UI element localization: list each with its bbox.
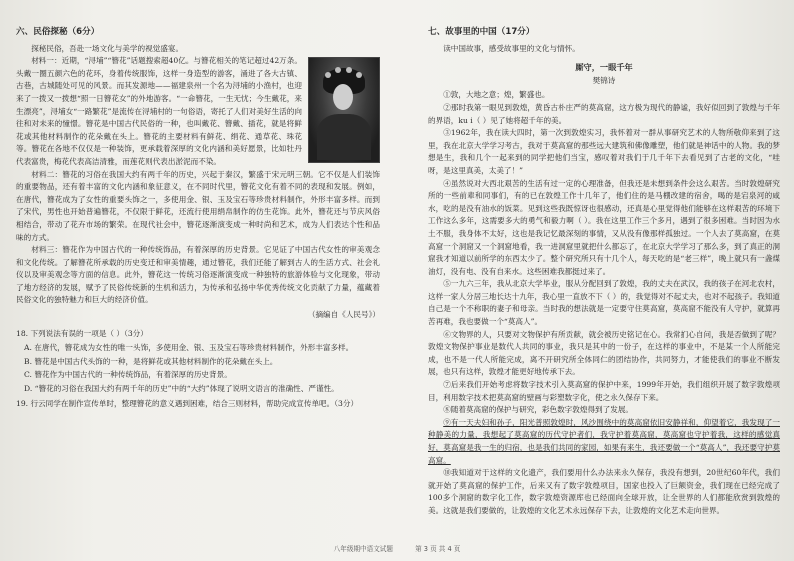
q18-option-a: A. 在唐代，簪花成为女性的唯一头饰，多使用金、银、玉及宝石等珍贵材料制作，外形丰富多样。 bbox=[24, 343, 354, 353]
essay-paragraph-5: ⑤一九六三年，我从北京大学毕业，服从分配回到了敦煌，我的丈夫在武汉，我的孩子在河北农村，这样一家人分居三地长达十九年，我心里一直放不下（ ）的，我觉得对不起丈夫，也对不起孩子。我知道自己是一个不称职的妻子和母亲。当时我的想法就是一定要守住莫高窟，莫高窟不能没有人守护，就算再苦再难，我也要做一个“莫高人”。 bbox=[428, 279, 780, 327]
section-six-title: 六、民俗探秘（6分） bbox=[16, 27, 100, 37]
question-19: 19. 行云同学在制作宣传单时，整理簪花的意义遇到困难，结合三则材料，帮助完成宣传单吧。（3分） bbox=[16, 398, 359, 408]
essay-paragraph-8: ⑧随着莫高窟的保护与研究，彩色数字敦煌得到了发展。 bbox=[443, 405, 634, 415]
essay-paragraph-2: ②那时我第一眼见到敦煌，黄昏古朴庄严的莫高窟，这方极为现代的静谧，我好似回到了敦煌与千年的界语，ku i（ ）见了她将超千年的美。 bbox=[428, 102, 780, 125]
essay-paragraph-9: ⑨有一天夫妇和孙子，阳光普照敦煌时，风沙围绕中的莫高窟依旧安静祥和，仰望着它，我发现了一种静美的力量，我想起了莫高窟的历代守护者们，我守护着莫高窟，莫高窟也守护着我，这样的感觉真好，莫高窟是我一生的归宿，也是我们共同的家园，如果有来生，我还要做一个“莫高人”，我还要守护莫高窟。 bbox=[428, 417, 780, 465]
woman-with-flower-headdress-photo bbox=[308, 57, 380, 163]
right-column bbox=[428, 22, 780, 518]
essay-paragraph-4: ④虽然说对大西北艰苦的生活有过一定的心理准备，但我还是未想到条件会这么艰苦。当时敦煌研究所的一些前辈和同事们，有的已在敦煌工作十几年了，他们住的是马棚改建的宿舍，喝的是宕泉河的咸水，吃的是没有油水的饭菜。见到这些我既惊讶也很感动，还真是心里觉得他们能够在这样艰苦的环境下工作这么多年，这需要多大的勇气和毅力啊（ ）。我在这里工作三个多月，遇到了很多困难。当时因为水土不服，我身体不太好，这也是我记忆最深刻的事情，又从没有像那样孤独过。一个人去了莫高窟，在莫高窟一个洞窟又一个洞窟地看，我一进洞窟里就把什么都忘了，在北京大学学习了那么多，到了真正的洞窟我才知道以前所学的东西太少了。整个研究所只有十几个人，每天吃的是“老三样”，晚上就只有一盏煤油灯，没有电、没有自来水。这些困难我都挺过来了。 bbox=[428, 178, 780, 276]
section-six-intro: 探秘民俗，吾赴一场文化与美学的视觉盛宴。 bbox=[31, 43, 184, 53]
question-18: 18. 下列说法有误的一项是（ ）（3分） bbox=[16, 328, 148, 338]
section-seven-intro: 读中国故事，感受故事里的文化与情怀。 bbox=[443, 43, 580, 53]
left-column bbox=[16, 22, 380, 412]
q18-option-d: D. “簪花的习俗在我国大约有两千年的历史”中的“大约”体现了说明文语言的准确性、严谨性。 bbox=[24, 384, 339, 394]
material-two: 材料二：簪花的习俗在我国大约有两千年的历史，兴起于秦汉，繁盛于宋元明三朝。它不仅是人们装饰的重要物品，还有着丰富的文化内涵和象征意义，在不同时代里，簪花文化有着不同的表现和发展。例如，在唐代，簪花成为了女性的重要头饰之一，多使用金、银、玉及宝石等珍贵材料制作，外形丰富多样。而到了宋代，男性也开始普遍簪花，不仅限于鲜花，还流行使用绢帛制作的仿生花饰。此外，簪花还与节庆风俗相结合，带动了花卉市场的繁荣。在现代社会中，簪花逐渐演变成一种时尚和艺术，成为人们表达个性和品味的方式。 bbox=[16, 169, 380, 242]
essay-paragraph-1: ①敦，大地之意；煌，繁盛也。 bbox=[443, 90, 550, 100]
material-source: （摘编自《人民号》） bbox=[307, 310, 380, 320]
q18-option-c: C. 簪花作为中国古代的一种传统饰品，有着深厚的历史背景。 bbox=[24, 370, 232, 380]
material-one: 材料一：近期，“浔埔”“簪花”话题搜索超40亿。与簪花相关的笔记超过42万条。头戴一圈五颜六色的花环，身着传统服饰，这样一身造型的游客，涌进了各大古镇、古巷，古城随处可见的风景。而其发源地——福建泉州一个名为浔埔的小渔村，也迎来了一拨又一拨想“照一日簪花女”的外地游客。“一命簪花，一生无忧；今生戴花，来生漂亮”，浔埔女“一路繁花”是流传在浔埔村的一句俗语，寄托了人们对美好生活的向往和对未来的憧憬。簪花是中国古代民俗的一种，也叫戴花、簪戴、插花，就是将鲜花或其他材料制作的花朵戴在头上。簪花的主要材料有鲜花、绢花、通草花、珠花等。簪花在各地不仅仅是一种装饰，更承载着深厚的文化内涵和美好愿景，比如牡丹代表富贵，梅花代表高洁清雅，而莲花则代表出淤泥而不染。 bbox=[16, 56, 302, 166]
section-seven-title: 七、故事里的中国（17分） bbox=[428, 27, 535, 37]
page-footer bbox=[0, 543, 794, 553]
essay-paragraph-10: ⑩我知道对于这样的文化遗产，我们要用什么办法来永久保存，我没有想到，20世纪60年代，我们就开始了莫高窟的保护工作，后来又有了数字敦煌项目，国家也投入了巨额资金，我们现在已经完成了100多个洞窟的数字化工作，数字敦煌资源库也已经面向全球开放，让全世界的人们都能欣赏到敦煌的美。这就是我们要做的，让敦煌的文化艺术永远保存下去，让敦煌的文化艺术走向世界。 bbox=[428, 468, 780, 515]
material-three: 材料三：簪花作为中国古代的一种传统饰品，有着深厚的历史背景。它见证了中国古代女性的审美观念和文化传统。了解簪花所承载的历史变迁和审美情趣，通过簪花，我们还能了解到古人的生活方式、社会礼仪以及审美观念等方面的信息。此外，簪花这一传统习俗逐渐演变成一种独特的旅游体验与文化现象，带动了地方经济的发展，赋予了民俗传统新的生机和活力，为传承和弘扬中华优秀传统文化贡献了力量，蕴藏着民俗文化的独特魅力和巨大的经济价值。 bbox=[16, 245, 380, 305]
essay-author: 樊锦诗 bbox=[592, 75, 616, 85]
page-number: 第 3 页 共 4 页 bbox=[415, 545, 461, 553]
q18-option-b: B. 簪花是中国古代头饰的一种，是将鲜花或其他材料制作的花朵戴在头上。 bbox=[24, 356, 278, 366]
essay-paragraph-6: ⑥文物界的人，只要对文物保护有所贡献，就会被历史铭记在心。我常扪心自问，我是否做到了呢？敦煌文物保护事业是数代人共同的事业，我只是其中的一份子，在这样的事业中，不是某一个人所能完成，也不是一代人所能完成，离不开研究所全体同仁的团结协作，共同努力，才能使我们的事业不断发展，也只有这样，敦煌才能更好地传承下去。 bbox=[428, 329, 780, 377]
exam-name: 八年级期中语文试题 bbox=[333, 545, 393, 553]
essay-paragraph-3: ③1962年，我在读大四时，第一次到敦煌实习，我怀着对一群从事研究艺术的人物所敬仰来到了这里，我在北京大学学习考古，我对于莫高窟的那些远大建筑和佛像雕塑，他们就是神话中的人物。我的梦想是生，我和几个一起来到的同学把他们当宝，感叹着对我们于几千年下去看见到了古老的文化，“哇呀，是这里真美，太美了！” bbox=[428, 128, 780, 175]
essay-title: 厮守，一眼千年 bbox=[575, 62, 633, 73]
essay-paragraph-7: ⑦后来我们开始考虑将数字技术引入莫高窟的保护中来，1999年开始，我们组织开展了数字敦煌项目，利用数字技术把莫高窟的壁画与彩塑数字化，使之永久保存下来。 bbox=[428, 380, 780, 402]
